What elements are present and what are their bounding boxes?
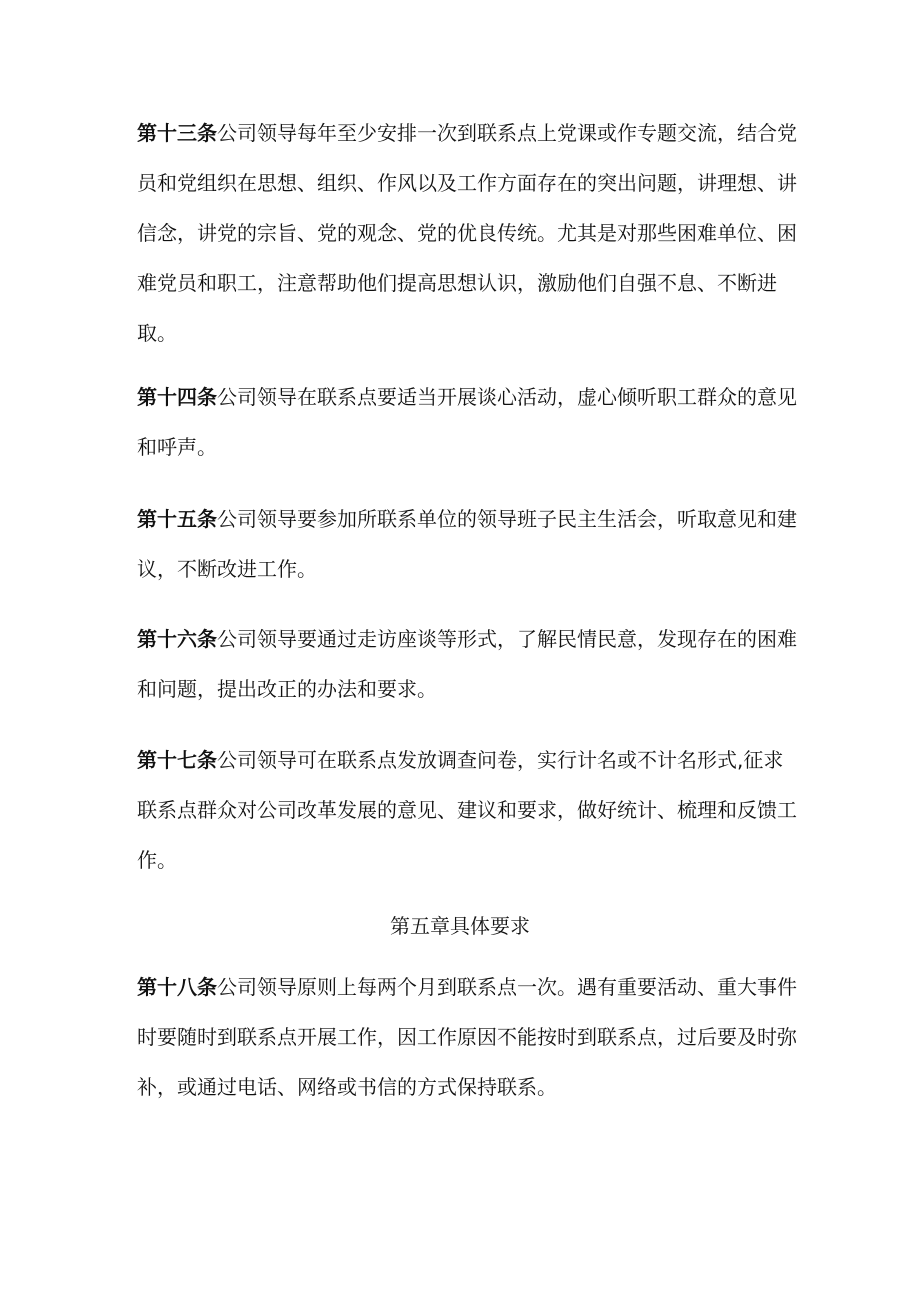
article-title: 第十六条 (137, 627, 217, 651)
article-title: 第十四条 (137, 385, 217, 409)
article-18 (137, 962, 797, 1112)
article-body: 公司领导要通过走访座谈等形式，了解民情民意，发现存在的困难和问题，提出改正的办法和要求。 (137, 627, 797, 701)
article-title: 第十五条 (137, 507, 217, 531)
article-body: 公司领导在联系点要适当开展谈心活动，虚心倾听职工群众的意见和呼声。 (137, 385, 797, 459)
article-14 (137, 372, 797, 472)
article-13 (137, 108, 797, 358)
article-title: 第十七条 (137, 748, 217, 772)
article-title: 第十八条 (137, 975, 217, 999)
article-16 (137, 614, 797, 714)
article-body: 公司领导原则上每两个月到联系点一次。遇有重要活动、重大事件时要随时到联系点开展工作，因工作原因不能按时到联系点，过后要及时弥补，或通过电话、网络或书信的方式保持联系。 (137, 975, 797, 1099)
article-body: 公司领导每年至少安排一次到联系点上党课或作专题交流，结合党员和党组织在思想、组织、作风以及工作方面存在的突出问题，讲理想、讲信念，讲党的宗旨、党的观念、党的优良传统。尤其是对那些困难单位、困难党员和职工，注意帮助他们提高思想认识，激励他们自强不息、不断进取。 (137, 121, 797, 345)
chapter-heading: 第五章具体要求 (390, 914, 530, 938)
article-body: 公司领导可在联系点发放调查问卷，实行计名或不计名形式,征求联系点群众对公司改革发展的意见、建议和要求，做好统计、梳理和反馈工作。 (137, 748, 797, 872)
article-title: 第十三条 (137, 121, 217, 145)
article-17 (137, 735, 797, 885)
article-body: 公司领导要参加所联系单位的领导班子民主生活会，听取意见和建议，不断改进工作。 (137, 507, 797, 581)
article-15 (137, 494, 797, 594)
